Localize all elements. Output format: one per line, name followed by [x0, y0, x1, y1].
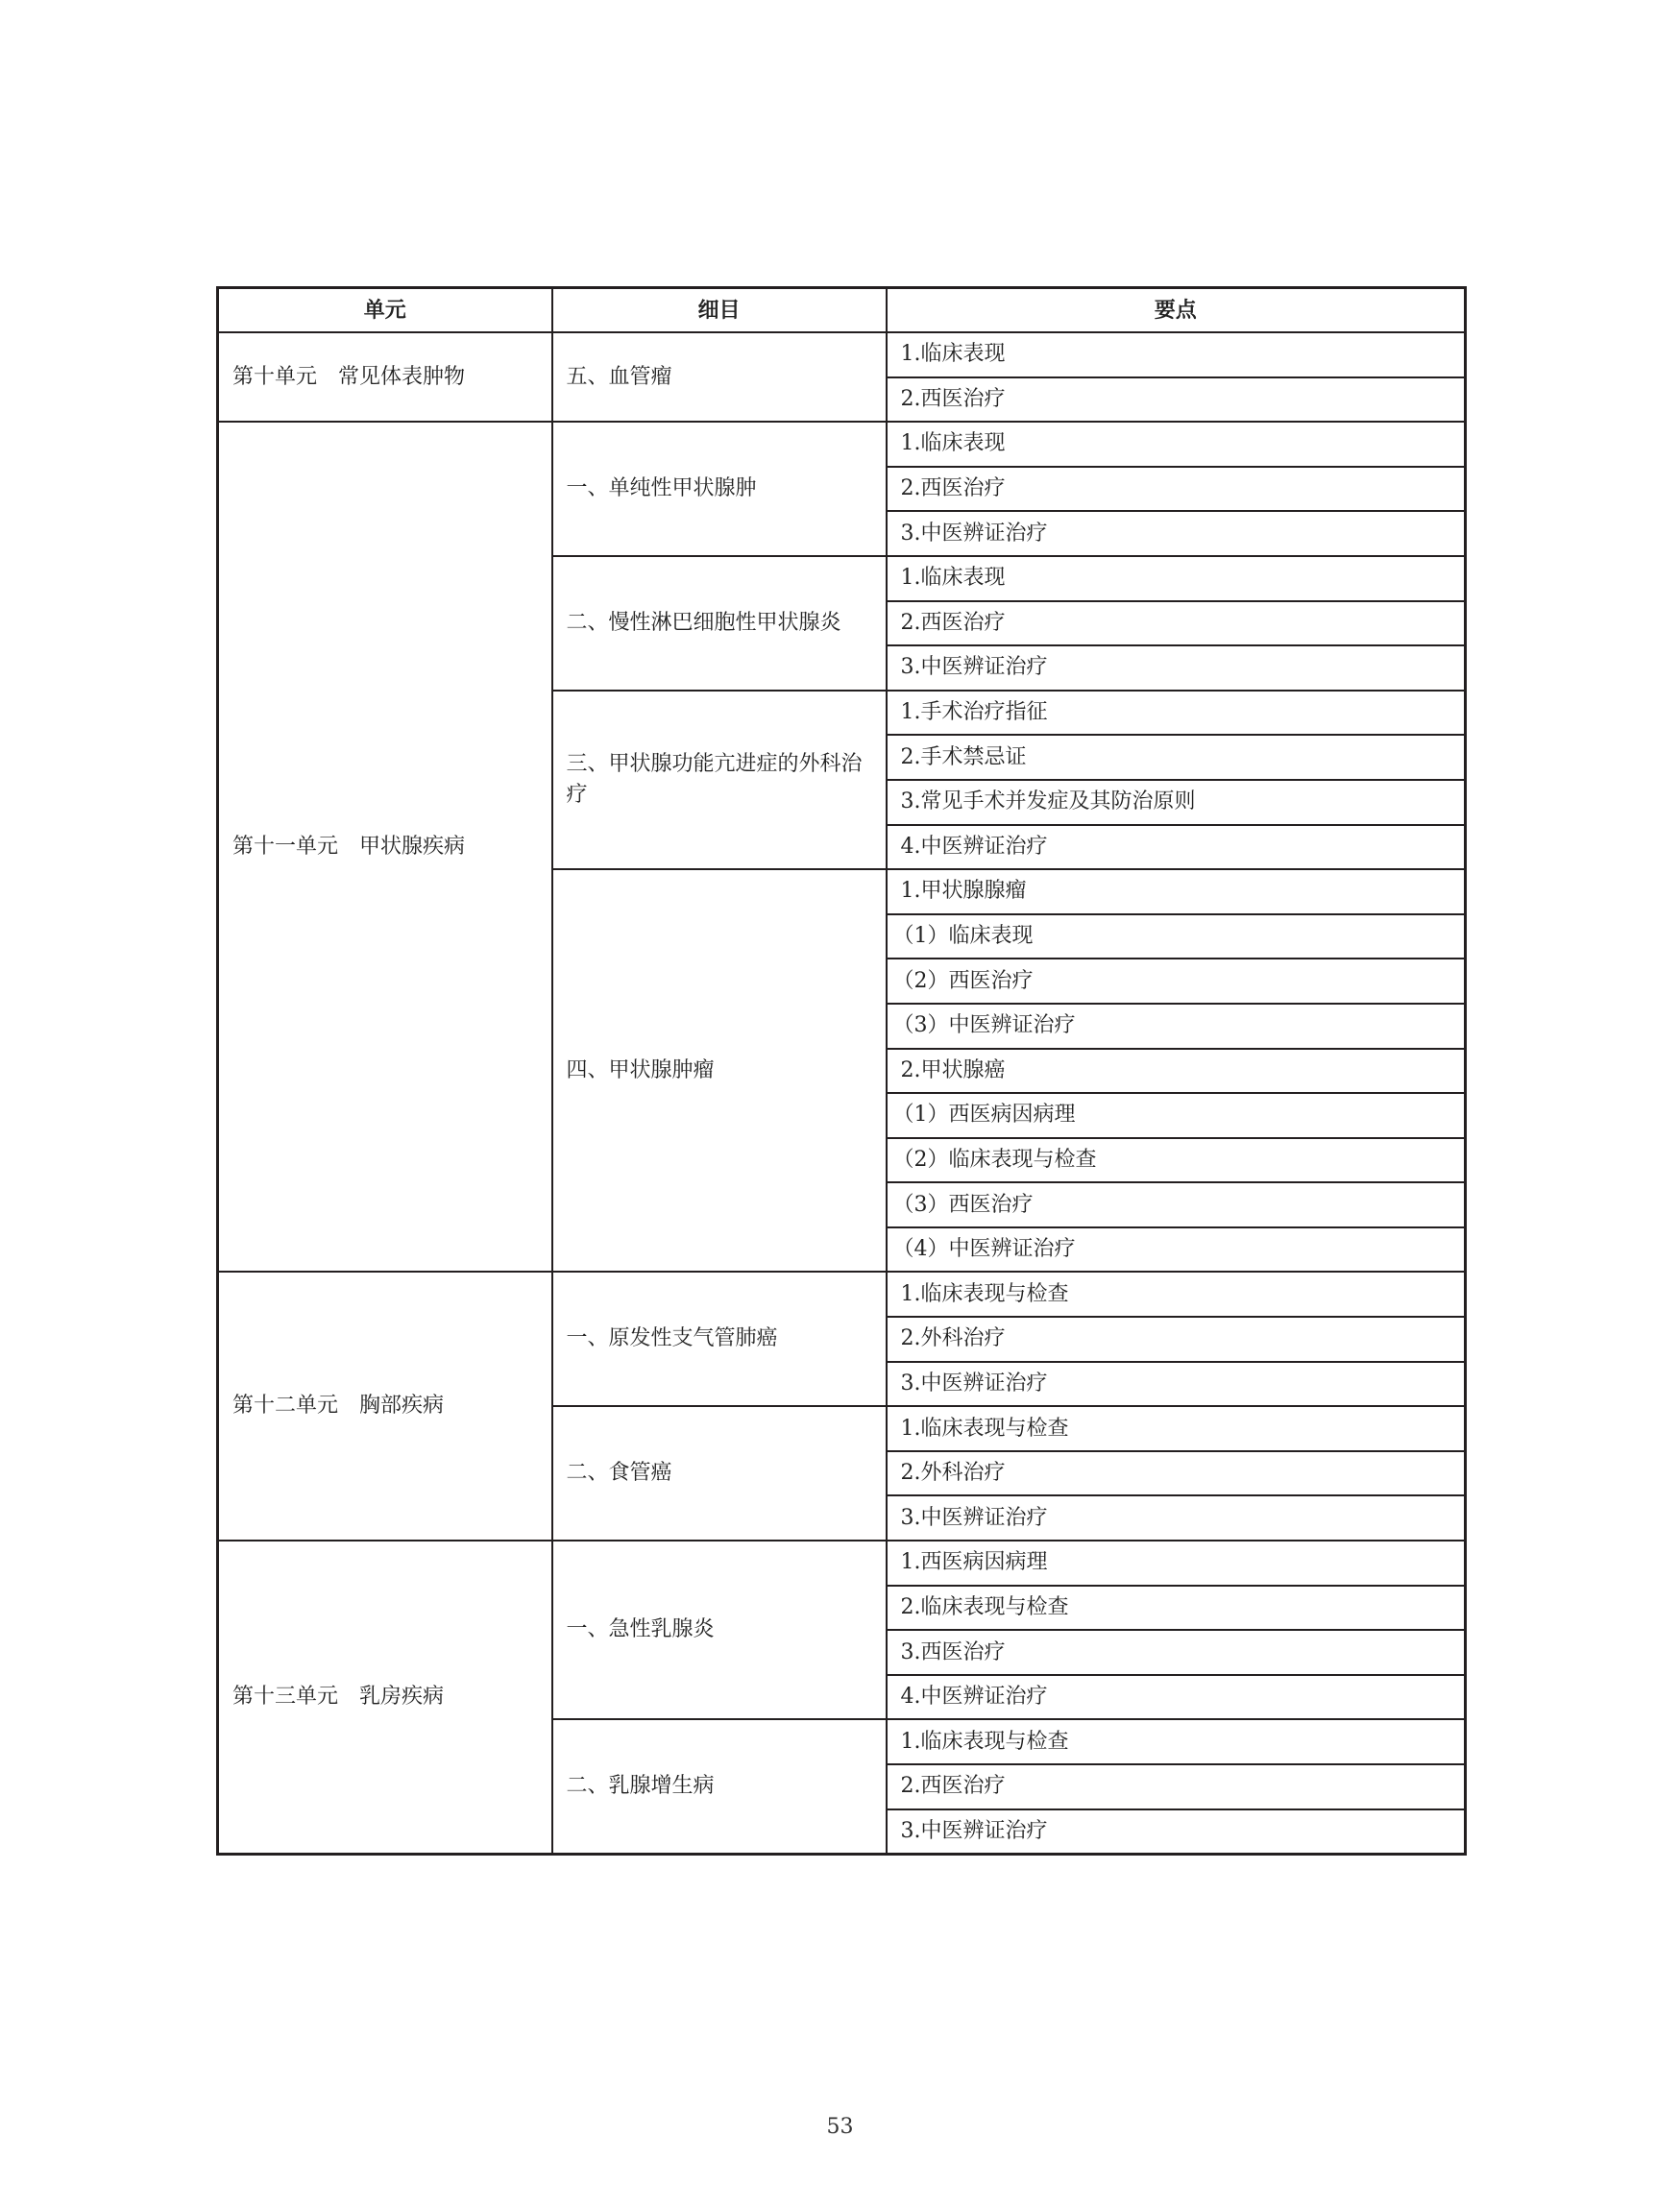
point-cell: 1.手术治疗指征	[887, 691, 1466, 736]
header-points: 要点	[887, 288, 1466, 333]
point-cell: 4.中医辨证治疗	[887, 1675, 1466, 1720]
syllabus-table	[216, 286, 1467, 1856]
table-row	[218, 1272, 1466, 1317]
point-cell: 1.临床表现与检查	[887, 1272, 1466, 1317]
point-cell: 2.甲状腺癌	[887, 1049, 1466, 1094]
item-cell: 二、乳腺增生病	[552, 1719, 887, 1854]
item-cell: 一、原发性支气管肺癌	[552, 1272, 887, 1406]
point-cell: 3.中医辨证治疗	[887, 1809, 1466, 1855]
item-cell: 一、急性乳腺炎	[552, 1541, 887, 1719]
table-row	[218, 1541, 1466, 1586]
point-cell: 1.临床表现与检查	[887, 1406, 1466, 1451]
unit-cell: 第十二单元 胸部疾病	[218, 1272, 552, 1541]
point-cell: （3）中医辨证治疗	[887, 1004, 1466, 1049]
table-header-row	[218, 288, 1466, 333]
point-cell: 2.外科治疗	[887, 1317, 1466, 1362]
header-unit: 单元	[218, 288, 552, 333]
point-cell: （1）临床表现	[887, 914, 1466, 959]
point-cell: 1.西医病因病理	[887, 1541, 1466, 1586]
point-cell: （2）西医治疗	[887, 959, 1466, 1004]
point-cell: 3.中医辨证治疗	[887, 1495, 1466, 1541]
unit-cell: 第十三单元 乳房疾病	[218, 1541, 552, 1855]
point-cell: 1.临床表现	[887, 422, 1466, 467]
item-cell: 二、慢性淋巴细胞性甲状腺炎	[552, 556, 887, 691]
point-cell: 1.临床表现	[887, 556, 1466, 601]
header-item: 细目	[552, 288, 887, 333]
unit-cell: 第十单元 常见体表肿物	[218, 332, 552, 422]
point-cell: 2.西医治疗	[887, 1764, 1466, 1809]
point-cell: 2.西医治疗	[887, 377, 1466, 423]
point-cell: 1.临床表现与检查	[887, 1719, 1466, 1764]
point-cell: 3.常见手术并发症及其防治原则	[887, 780, 1466, 825]
point-cell: （2）临床表现与检查	[887, 1138, 1466, 1183]
table-body	[218, 332, 1466, 1855]
item-cell: 四、甲状腺肿瘤	[552, 869, 887, 1272]
point-cell: （1）西医病因病理	[887, 1093, 1466, 1138]
page-number: 53	[826, 2115, 854, 2139]
point-cell: 4.中医辨证治疗	[887, 825, 1466, 870]
point-cell: 3.中医辨证治疗	[887, 511, 1466, 556]
point-cell: 2.西医治疗	[887, 467, 1466, 512]
item-cell: 二、食管癌	[552, 1406, 887, 1541]
item-cell: 三、甲状腺功能亢进症的外科治疗	[552, 691, 887, 869]
unit-cell: 第十一单元 甲状腺疾病	[218, 422, 552, 1272]
point-cell: 2.手术禁忌证	[887, 735, 1466, 780]
point-cell: 3.西医治疗	[887, 1630, 1466, 1675]
table-row	[218, 332, 1466, 377]
point-cell: 1.甲状腺腺瘤	[887, 869, 1466, 914]
point-cell: （3）西医治疗	[887, 1182, 1466, 1227]
point-cell: 2.外科治疗	[887, 1451, 1466, 1496]
point-cell: 3.中医辨证治疗	[887, 1362, 1466, 1407]
point-cell: 3.中医辨证治疗	[887, 645, 1466, 691]
table-row	[218, 422, 1466, 467]
point-cell: 2.西医治疗	[887, 601, 1466, 646]
point-cell: （4）中医辨证治疗	[887, 1227, 1466, 1273]
item-cell: 一、单纯性甲状腺肿	[552, 422, 887, 556]
item-cell: 五、血管瘤	[552, 332, 887, 422]
point-cell: 1.临床表现	[887, 332, 1466, 377]
point-cell: 2.临床表现与检查	[887, 1586, 1466, 1631]
